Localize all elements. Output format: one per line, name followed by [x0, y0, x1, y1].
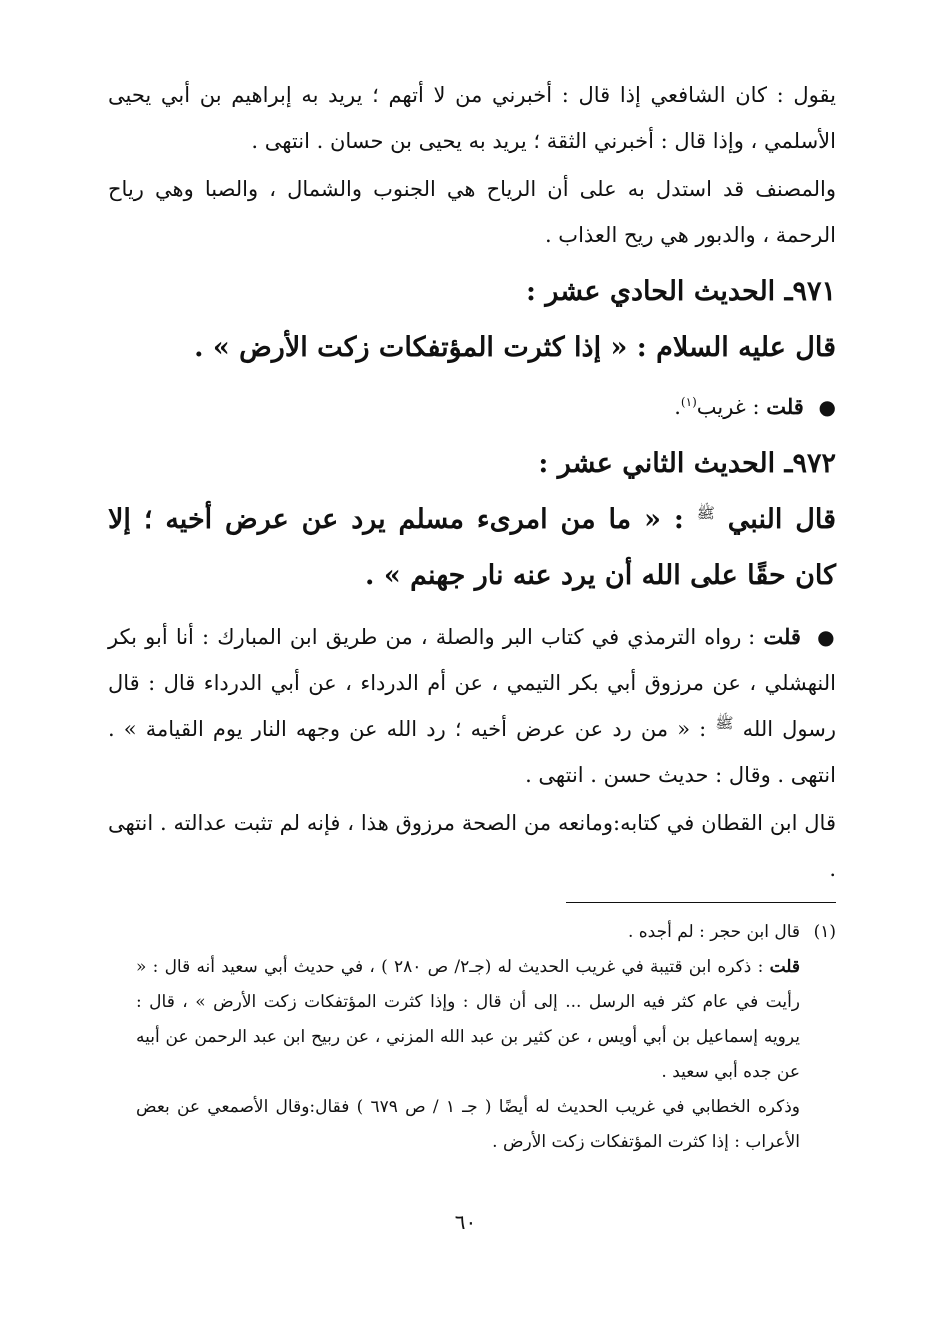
hadith-972-comment-part1: : رواه الترمذي في كتاب البر والصلة ، من طريق ابن المبارك : أنا أبو بكر النهشلي ، عن مرزوق أبي بكر التيمي ، عن أم الدرداء ، عن أبي الدرداء قال : قال رسول الله	[108, 625, 836, 741]
page-number: ٦٠	[454, 1210, 477, 1234]
bullet-icon: ●	[817, 625, 837, 649]
hadith-971-heading: ٩٧١ـ الحديث الحادي عشر :	[526, 276, 836, 307]
qlt-label: قلت	[769, 957, 801, 977]
footnote-ibn-hajar: قال ابن حجر : لم أجده .	[627, 922, 800, 942]
page-body	[108, 72, 836, 1160]
hadith-971-text: قال عليه السلام : « إذا كثرت المؤتفكات زكت الأرض » .	[194, 332, 836, 363]
hadith-972-text-part1: قال النبي	[727, 504, 836, 535]
footnotes	[136, 915, 836, 1160]
qlt-label: قلت	[763, 624, 801, 649]
footnote-ibn-qutayba	[136, 950, 800, 1090]
hadith-972-heading: ٩٧٢ـ الحديث الثاني عشر :	[538, 448, 836, 479]
salla-glyph: ﷺ	[696, 504, 715, 522]
footnote-1	[136, 915, 836, 1160]
hadith-972-text-part2: : « ما من امرىء مسلم يرد عن عرض أخيه ؛ إلا كان حقًا على الله أن يرد عنه نار جهنم » .	[108, 504, 836, 591]
paragraph-shafii: يقول : كان الشافعي إذا قال : أخبرني من لا أتهم ؛ يريد به إبراهيم بن أبي يحيى الأسلمي ، وإذا قال : أخبرني الثقة ؛ يريد به يحيى بن حسان . انتهى .	[108, 83, 836, 153]
footnote-ibn-qutayba-text: : ذكره ابن قتيبة في غريب الحديث له (جـ٢/ ص ٢٨٠ ) ، في حديث أبي سعيد أنه قال : « رأيت في عام كثر فيه الرسل ... إلى أن قال : وإذا كثرت المؤتفكات زكت الأرض » ، قال : يرويه إسماعيل بن أبي أويس ، عن كثير بن عبد الله المزني ، عن ربيح ابن عبد الرحمن عن أبيه عن جده أبي سعيد .	[136, 957, 800, 1082]
hadith-971-verdict: : غريب	[696, 395, 760, 419]
bullet-icon: ●	[818, 395, 836, 419]
qlt-label: قلت	[766, 394, 804, 419]
hadith-972-comment-part2: : « من رد عن عرض أخيه ؛ رد الله عن وجهه النار يوم القيامة » . انتهى . وقال : حديث حسن . انتهى .	[108, 717, 836, 787]
hadith-971-end: .	[674, 395, 681, 419]
paragraph-winds: والمصنف قد استدل به على أن الرياح هي الجنوب والشمال ، والصبا وهي رياح الرحمة ، والدبور هي ريح العذاب .	[108, 177, 836, 247]
hadith-972-comment	[108, 614, 836, 798]
hadith-972-text	[108, 492, 836, 604]
footnote-body	[136, 915, 800, 1160]
paragraph-ibn-qattan: قال ابن القطان في كتابه:ومانعه من الصحة مرزوق هذا ، فإنه لم تثبت عدالته . انتهى .	[108, 811, 836, 881]
salla-glyph: ﷺ	[715, 714, 734, 732]
footnote-reference[interactable]: (١)	[680, 395, 697, 409]
footnote-marker: (١)	[813, 922, 836, 942]
footnote-khattabi: وذكره الخطابي في غريب الحديث له أيضًا ( جـ ١ / ص ٦٧٩ ) فقال:وقال الأصمعي عن بعض الأعراب : إذا كثرت المؤتفكات زكت الأرض .	[136, 1097, 801, 1152]
hadith-971-comment	[108, 382, 836, 432]
footnote-divider	[566, 902, 836, 903]
